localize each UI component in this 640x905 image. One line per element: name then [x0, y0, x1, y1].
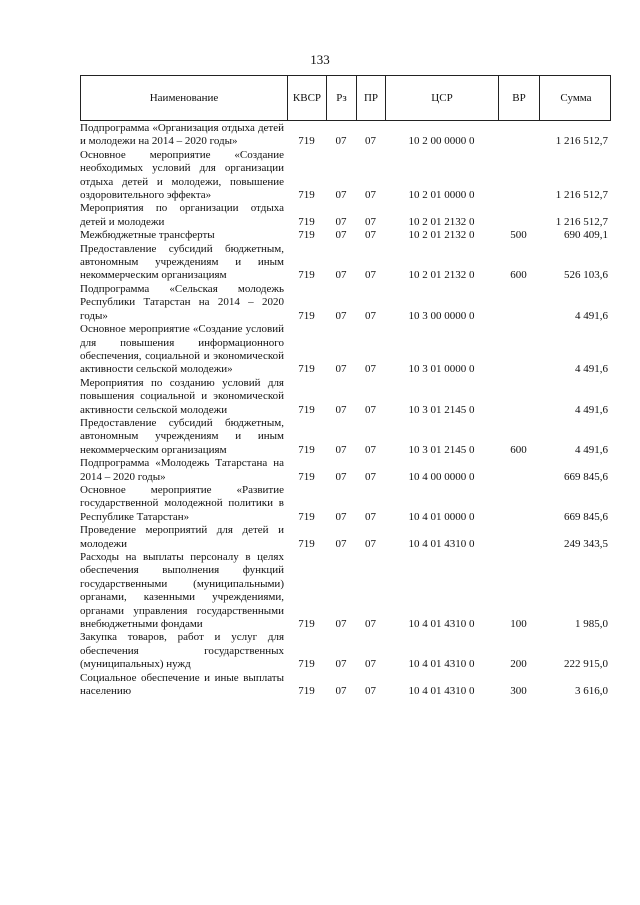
table-row	[80, 524, 611, 551]
row-sum: 669 845,6	[564, 470, 608, 483]
row-pr: 07	[365, 309, 376, 322]
row-rz: 07	[335, 470, 347, 483]
table-row	[80, 457, 611, 484]
row-csr: 10 4 01 4310 0	[408, 685, 475, 698]
row-rz: 07	[335, 135, 347, 148]
row-kvsr: 719	[298, 470, 315, 483]
row-csr: 10 2 01 2132 0	[408, 269, 475, 282]
row-csr: 10 4 01 4310 0	[408, 658, 475, 671]
header-pr: ПР	[357, 76, 386, 120]
row-sum: 249 343,5	[564, 537, 608, 550]
row-name: Межбюджетные трансферты	[80, 229, 215, 242]
row-csr: 10 3 01 2145 0	[408, 443, 475, 456]
row-kvsr: 719	[298, 618, 315, 631]
row-pr: 07	[365, 510, 376, 523]
row-name: Мероприятия по организации отдыха детей и молодежи	[80, 202, 284, 228]
row-name: Социальное обеспечение и иные выплаты населению	[80, 671, 284, 698]
row-name: Основное мероприятие «Создание необходимых условий для организации отдыха детей и молодежи, повышение оздоровительного эффекта»	[80, 148, 284, 202]
row-vr: 200	[510, 658, 527, 671]
row-csr: 10 3 00 0000 0	[408, 309, 475, 322]
header-vr: ВР	[499, 76, 540, 120]
header-csr: ЦСР	[386, 76, 499, 120]
table-row	[80, 202, 611, 229]
table-row	[80, 377, 611, 417]
row-sum: 1 216 512,7	[555, 189, 608, 202]
table-body	[80, 122, 611, 698]
row-vr: 100	[510, 618, 527, 631]
row-sum: 4 491,6	[575, 443, 608, 456]
row-kvsr: 719	[298, 363, 315, 376]
row-csr: 10 2 00 0000 0	[408, 135, 475, 148]
row-csr: 10 3 01 2145 0	[408, 403, 475, 416]
row-name: Предоставление субсидий бюджетным, автономным учреждениям и иным некоммерческим организациям	[80, 416, 284, 456]
header-sum: Сумма	[560, 92, 592, 104]
row-kvsr: 719	[298, 510, 315, 523]
row-rz: 07	[335, 618, 347, 631]
table-row	[80, 283, 611, 323]
row-csr: 10 4 01 0000 0	[408, 510, 475, 523]
row-csr: 10 4 01 4310 0	[408, 618, 475, 631]
row-csr: 10 2 01 0000 0	[408, 189, 475, 202]
row-sum: 1 985,0	[575, 618, 608, 631]
row-kvsr: 719	[298, 658, 315, 671]
table-row	[80, 229, 611, 242]
row-rz: 07	[335, 685, 347, 698]
row-csr: 10 4 00 0000 0	[408, 470, 475, 483]
row-name: Основное мероприятие «Развитие государственной молодежной политики в Республике Татарстан»	[80, 483, 284, 523]
row-pr: 07	[365, 403, 376, 416]
row-name: Подпрограмма «Молодежь Татарстана на 2014 – 2020 годы»	[80, 457, 284, 483]
row-kvsr: 719	[298, 537, 315, 550]
row-pr: 07	[365, 189, 376, 202]
row-rz: 07	[335, 189, 347, 202]
row-kvsr: 719	[298, 309, 315, 322]
table-row	[80, 149, 611, 203]
row-kvsr: 719	[298, 135, 315, 148]
row-pr: 07	[365, 470, 376, 483]
row-rz: 07	[335, 443, 347, 456]
row-kvsr: 719	[298, 685, 315, 698]
row-rz: 07	[335, 229, 347, 242]
row-name: Проведение мероприятий для детей и молодежи	[80, 524, 284, 550]
row-rz: 07	[335, 215, 347, 228]
row-csr: 10 3 01 0000 0	[408, 363, 475, 376]
row-pr: 07	[365, 229, 376, 242]
table-header	[80, 75, 611, 121]
row-pr: 07	[365, 443, 376, 456]
row-rz: 07	[335, 537, 347, 550]
row-name: Предоставление субсидий бюджетным, автономным учреждениям и иным некоммерческим организациям	[80, 242, 284, 282]
table-row	[80, 122, 611, 149]
row-sum: 669 845,6	[564, 510, 608, 523]
row-sum: 3 616,0	[575, 685, 608, 698]
table-row	[80, 323, 611, 377]
row-vr: 600	[510, 269, 527, 282]
row-kvsr: 719	[298, 229, 315, 242]
row-sum: 4 491,6	[575, 363, 608, 376]
row-csr: 10 2 01 2132 0	[408, 229, 475, 242]
row-vr: 600	[510, 443, 527, 456]
table-row	[80, 551, 611, 631]
row-name: Подпрограмма «Организация отдыха детей и молодежи на 2014 – 2020 годы»	[80, 122, 284, 148]
table-row	[80, 417, 611, 457]
row-pr: 07	[365, 363, 376, 376]
row-name: Подпрограмма «Сельская молодежь Республики Татарстан на 2014 – 2020 годы»	[80, 282, 284, 322]
row-rz: 07	[335, 309, 347, 322]
header-rz: Рз	[327, 76, 357, 120]
row-sum: 222 915,0	[564, 658, 608, 671]
row-vr: 500	[510, 229, 527, 242]
row-pr: 07	[365, 215, 376, 228]
row-pr: 07	[365, 685, 376, 698]
row-kvsr: 719	[298, 189, 315, 202]
row-sum: 1 216 512,7	[555, 215, 608, 228]
row-kvsr: 719	[298, 269, 315, 282]
row-kvsr: 719	[298, 403, 315, 416]
row-csr: 10 2 01 2132 0	[408, 215, 475, 228]
row-rz: 07	[335, 510, 347, 523]
table-row	[80, 243, 611, 283]
row-pr: 07	[365, 537, 376, 550]
row-vr: 300	[510, 685, 527, 698]
table-row	[80, 672, 611, 699]
table-row	[80, 631, 611, 671]
row-name: Закупка товаров, работ и услуг для обеспечения государственных (муниципальных) нужд	[80, 631, 284, 671]
row-csr: 10 4 01 4310 0	[408, 537, 475, 550]
row-rz: 07	[335, 363, 347, 376]
row-pr: 07	[365, 658, 376, 671]
row-kvsr: 719	[298, 215, 315, 228]
table-row	[80, 484, 611, 524]
page-number: 133	[310, 52, 330, 67]
row-rz: 07	[335, 269, 347, 282]
row-kvsr: 719	[298, 443, 315, 456]
row-sum: 690 409,1	[564, 229, 608, 242]
row-pr: 07	[365, 135, 376, 148]
row-rz: 07	[335, 658, 347, 671]
row-name: Мероприятия по созданию условий для повышения социальной и экономической активности сельской молодежи	[80, 376, 284, 416]
row-sum: 526 103,6	[564, 269, 608, 282]
header-kvsr: КВСР	[288, 76, 327, 120]
row-name: Основное мероприятие «Создание условий для повышения информационного обеспечения, социальной и экономической активности сельской молодежи»	[80, 323, 284, 376]
row-sum: 4 491,6	[575, 309, 608, 322]
row-pr: 07	[365, 269, 376, 282]
row-sum: 4 491,6	[575, 403, 608, 416]
row-sum: 1 216 512,7	[555, 135, 608, 148]
row-name: Расходы на выплаты персоналу в целях обеспечения выполнения функций государственными (муниципальными) органами, казенными учреждениями, органами управления государственными внебюджетными фондами	[80, 551, 284, 631]
row-pr: 07	[365, 618, 376, 631]
row-rz: 07	[335, 403, 347, 416]
header-name: Наименование	[81, 76, 288, 120]
